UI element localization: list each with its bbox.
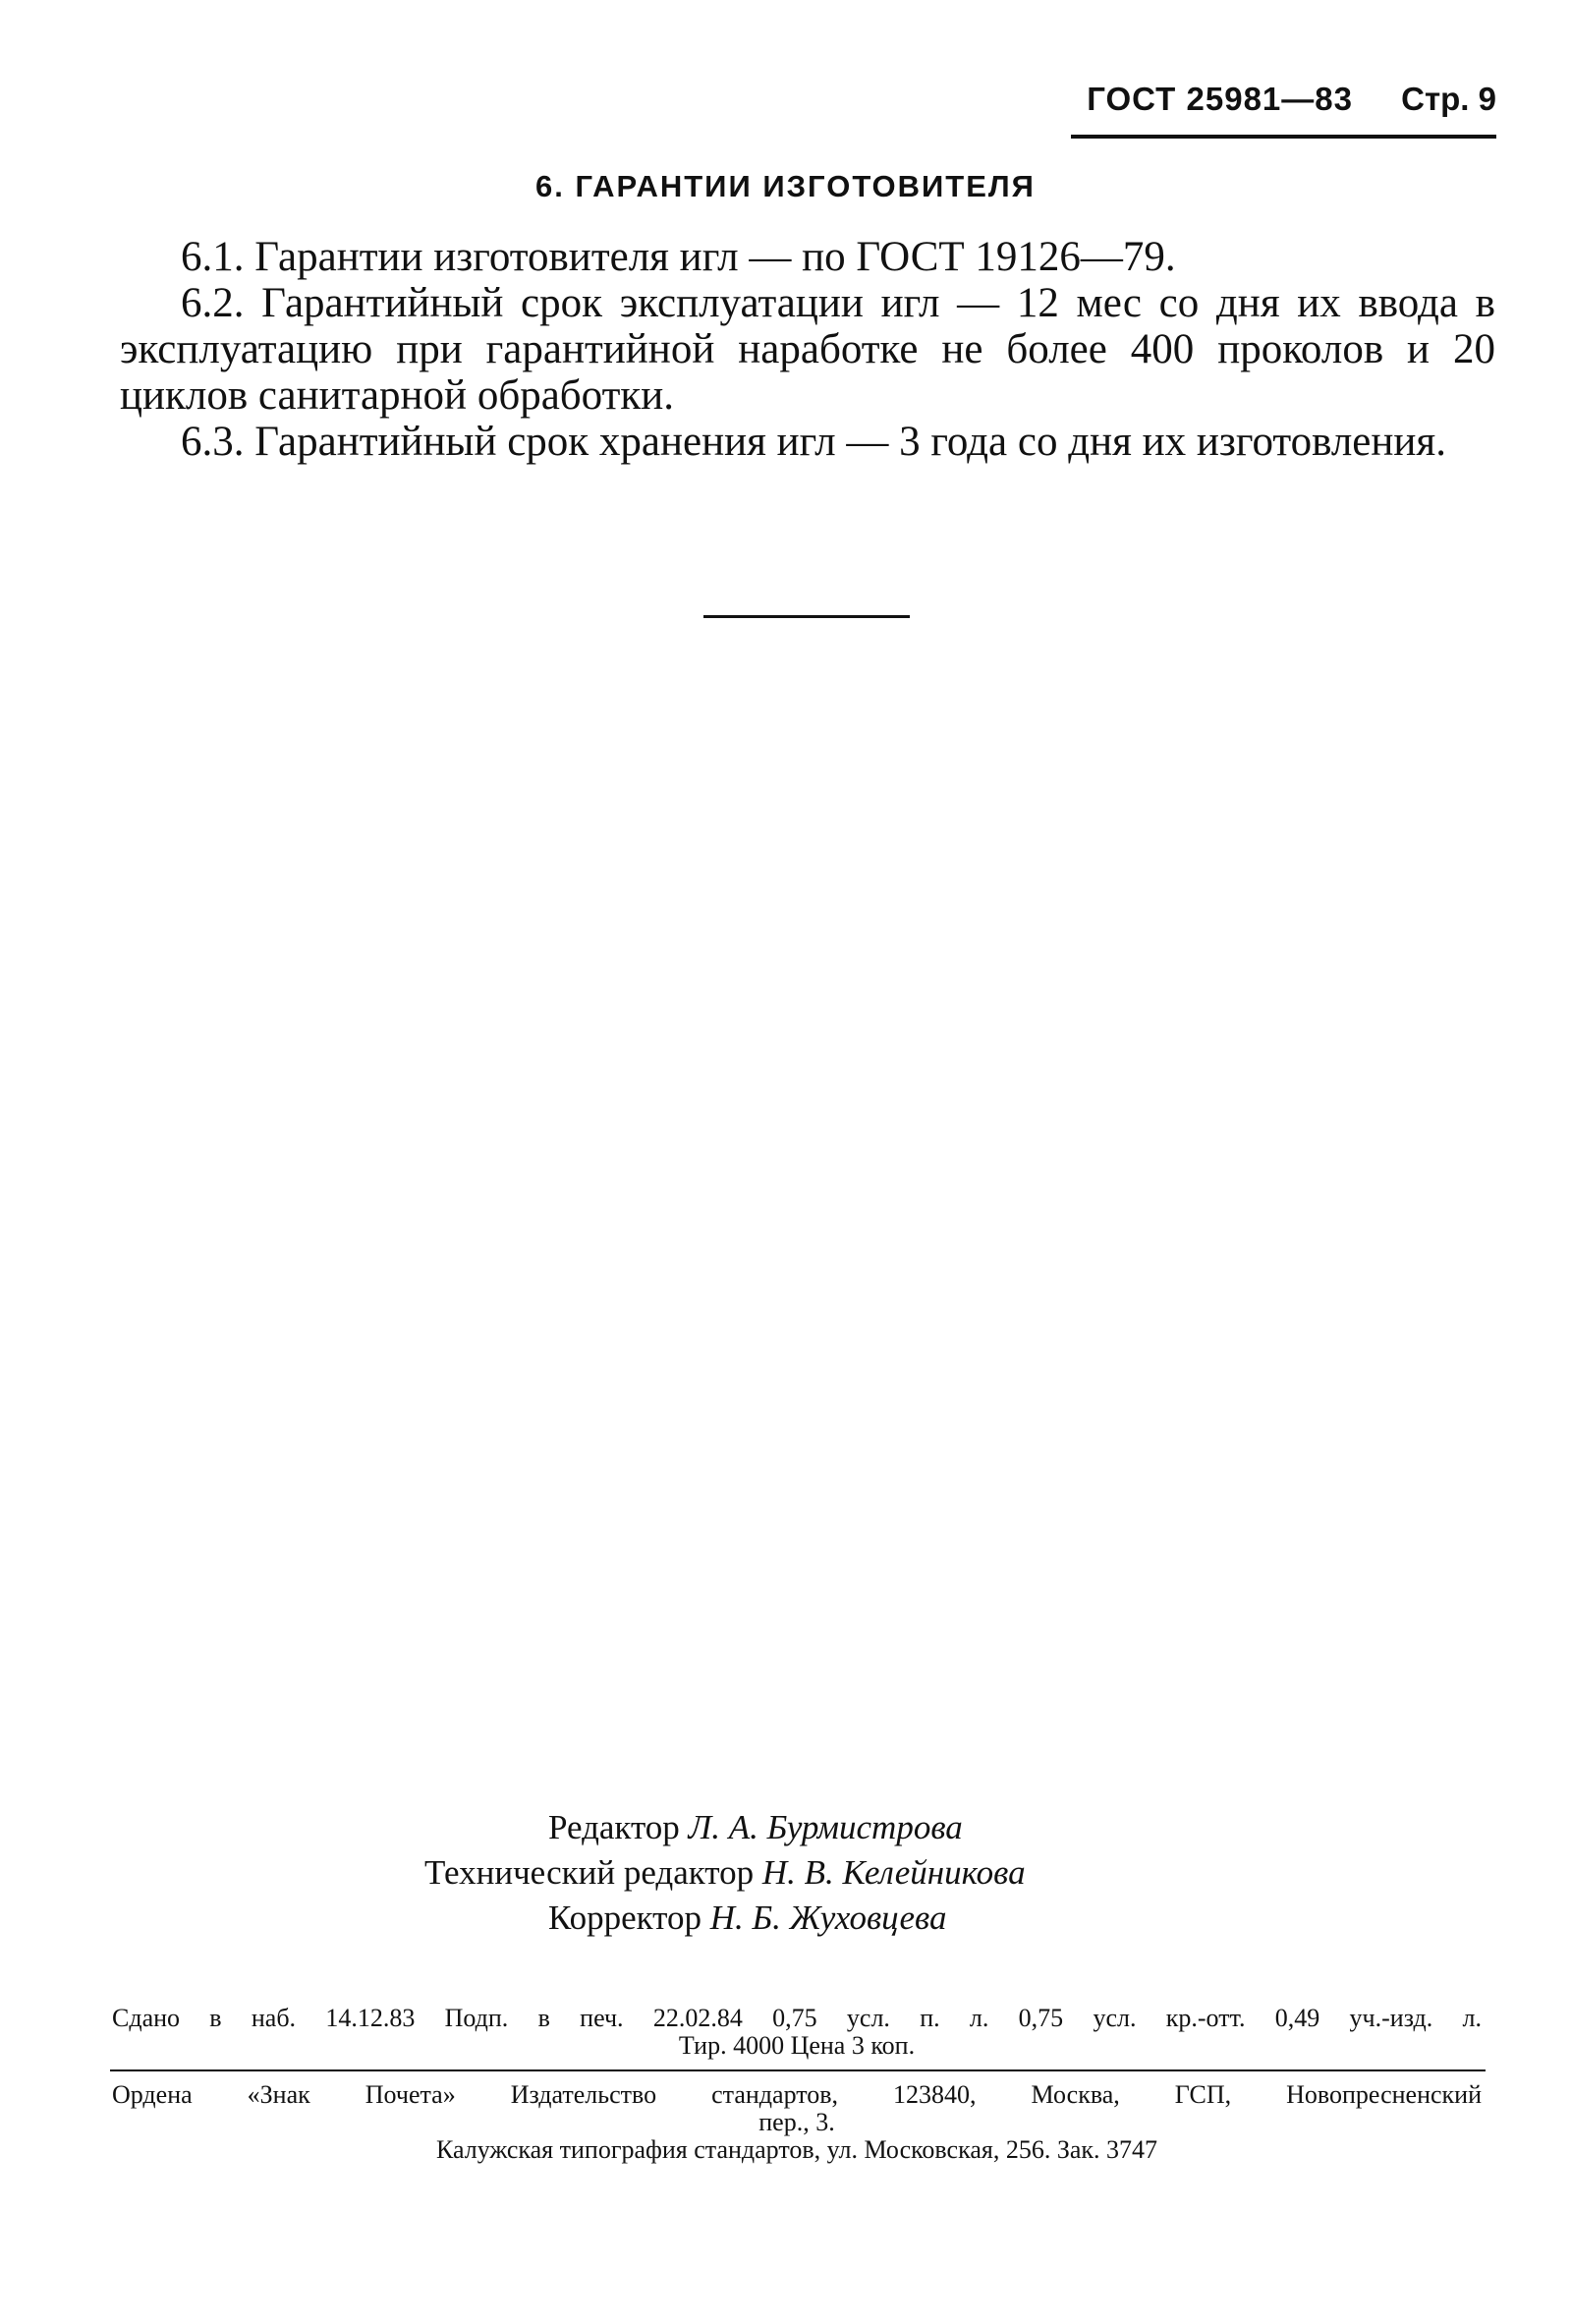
section-title: 6. ГАРАНТИИ ИЗГОТОВИТЕЛЯ (535, 169, 1036, 203)
section-body (120, 234, 1495, 465)
editor-label: Редактор (548, 1808, 680, 1846)
paragraph-6-1: 6.1. Гарантии изготовителя игл — по ГОСТ 19126—79. (181, 234, 1176, 280)
imprint-line-3: Ордена «Знак Почета» Издательство стандартов, 123840, Москва, ГСП, Новопресненский (112, 2080, 1482, 2109)
standard-number: ГОСТ 25981—83 (1087, 81, 1353, 117)
page-number: Стр. 9 (1401, 81, 1496, 117)
imprint-line-1: Сдано в наб. 14.12.83 Подп. в печ. 22.02.84 0,75 усл. п. л. 0,75 усл. кр.-отт. 0,49 уч.-изд. л. (112, 2004, 1482, 2032)
editor-name: Л. А. Бурмистрова (688, 1808, 963, 1846)
corrector-label: Корректор (548, 1899, 702, 1937)
imprint-line-2: Тир. 4000 Цена 3 коп. (678, 2031, 916, 2060)
header-rule (1071, 135, 1496, 139)
editor-line (548, 1805, 963, 1850)
imprint-publisher (112, 2081, 1482, 2164)
tech-editor-line (424, 1850, 1026, 1896)
imprint-rule (110, 2069, 1486, 2071)
paragraph-6-2: 6.2. Гарантийный срок эксплуатации игл — 12 мес со дня их ввода в эксплуатацию при гарантийной наработке не более 400 проколов и 20 циклов санитарной обработки. (120, 280, 1495, 419)
imprint-line-4: пер., 3. (758, 2108, 835, 2136)
tech-editor-label: Технический редактор (424, 1853, 755, 1892)
tech-editor-name: Н. В. Келейникова (761, 1853, 1026, 1892)
corrector-name: Н. Б. Жуховцева (709, 1899, 947, 1937)
imprint-line-5: Калужская типография стандартов, ул. Московская, 256. Зак. 3747 (435, 2135, 1158, 2164)
imprint-print-data (112, 2005, 1482, 2060)
corrector-line (548, 1896, 947, 1941)
paragraph-6-3: 6.3. Гарантийный срок хранения игл — 3 года со дня их изготовления. (181, 419, 1446, 465)
end-of-text-rule (703, 615, 910, 618)
running-header (1087, 81, 1496, 118)
